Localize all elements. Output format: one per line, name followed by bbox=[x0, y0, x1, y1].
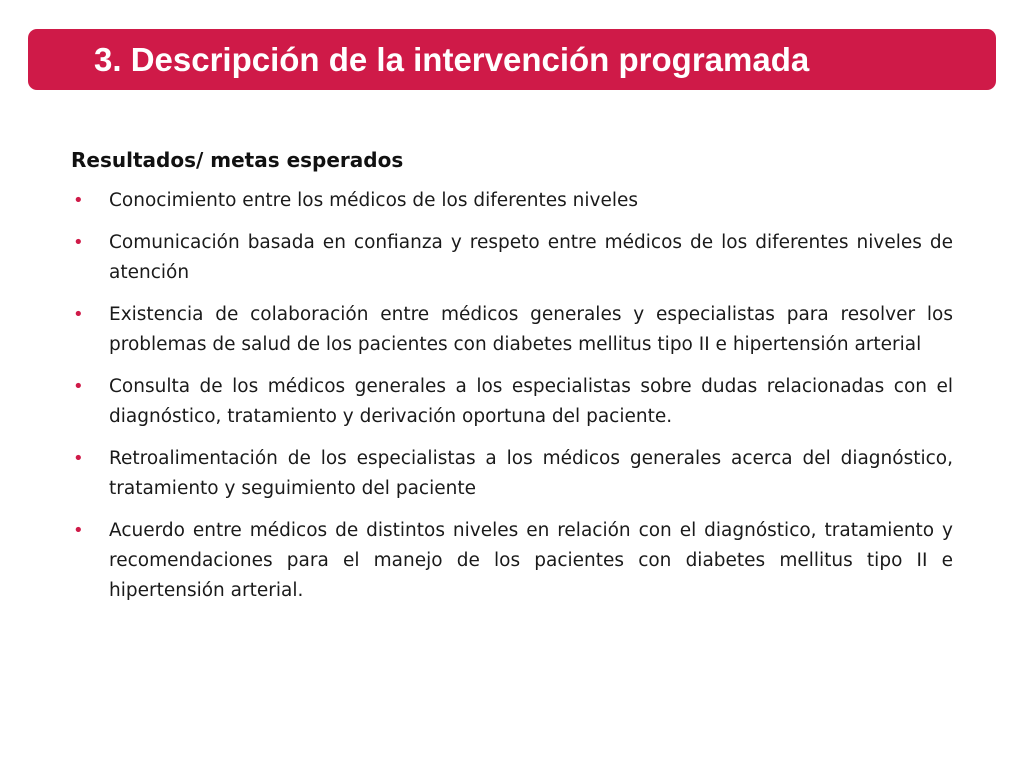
bullet-text: Acuerdo entre médicos de distintos niveles en relación con el diagnóstico, tratamiento y recomendaciones para el manejo de los pacientes con diabetes mellitus tipo II e hipertensión arterial. bbox=[109, 520, 953, 601]
bullet-item bbox=[71, 228, 953, 288]
bullet-item bbox=[71, 186, 953, 216]
slide-content bbox=[71, 148, 953, 618]
bullet-dot-icon: • bbox=[73, 376, 84, 397]
bullet-text: Comunicación basada en confianza y respeto entre médicos de los diferentes niveles de atención bbox=[109, 232, 953, 283]
bullet-text: Consulta de los médicos generales a los especialistas sobre dudas relacionadas con el diagnóstico, tratamiento y derivación oportuna del paciente. bbox=[109, 376, 953, 427]
bullet-list bbox=[71, 186, 953, 606]
bullet-text: Conocimiento entre los médicos de los diferentes niveles bbox=[109, 190, 638, 211]
bullet-item bbox=[71, 300, 953, 360]
bullet-dot-icon: • bbox=[73, 448, 84, 469]
bullet-dot-icon: • bbox=[73, 304, 84, 325]
bullet-item bbox=[71, 372, 953, 432]
bullet-dot-icon: • bbox=[73, 232, 84, 253]
bullet-item bbox=[71, 444, 953, 504]
bullet-dot-icon: • bbox=[73, 520, 84, 541]
section-heading: Resultados/ metas esperados bbox=[71, 148, 404, 172]
title-banner bbox=[28, 29, 996, 90]
bullet-dot-icon: • bbox=[73, 190, 84, 211]
bullet-item bbox=[71, 516, 953, 606]
bullet-text: Retroalimentación de los especialistas a los médicos generales acerca del diagnóstico, tratamiento y seguimiento del paciente bbox=[109, 448, 953, 499]
bullet-text: Existencia de colaboración entre médicos generales y especialistas para resolver los problemas de salud de los pacientes con diabetes mellitus tipo II e hipertensión arterial bbox=[109, 304, 953, 355]
slide-title: 3. Descripción de la intervención programada bbox=[94, 41, 810, 78]
